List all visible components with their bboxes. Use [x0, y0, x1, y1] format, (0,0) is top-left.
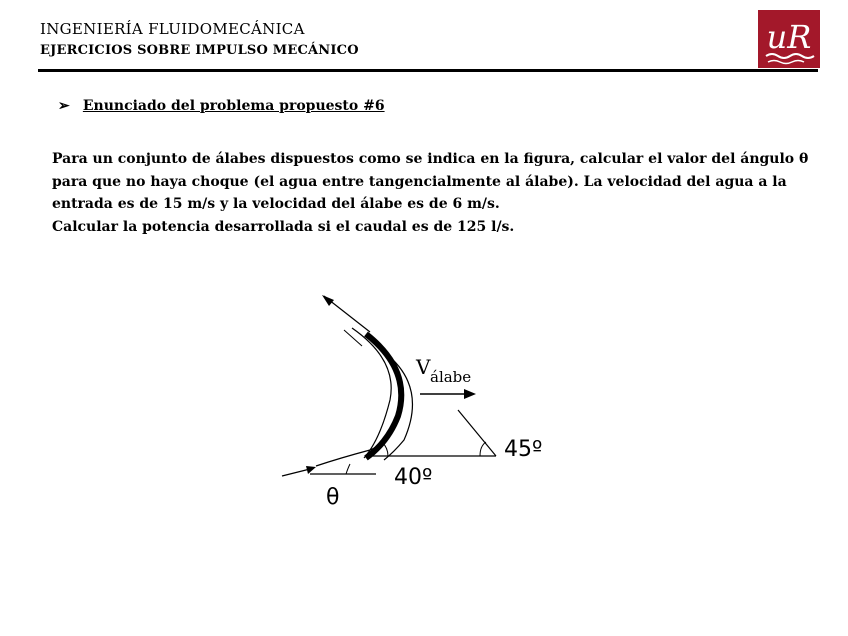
velocity-arrow-head [464, 389, 476, 399]
problem-paragraph-1: Para un conjunto de álabes dispuestos como se indica en la figura, calcular el valor del ángulo θ para que no haya choque (el agua entre tangencialmente al álabe). La velocidad del agua a la entrada es de 15 m/s y la velocidad del álabe es de 6 m/s. [52, 151, 809, 212]
theta-arc [346, 464, 350, 474]
university-logo [758, 10, 820, 68]
section-heading-label: Enunciado del problema propuesto #6 [82, 98, 385, 114]
bullet-arrow-icon: ➢ [58, 98, 70, 114]
header-rule [38, 69, 818, 72]
inlet-arrow-head [306, 466, 316, 474]
theta-label: θ [326, 485, 340, 510]
vane-figure [280, 290, 560, 520]
angle-40-label: 40º [394, 465, 433, 490]
section-heading [58, 98, 385, 114]
velocity-symbol: V [416, 355, 431, 379]
triangle-diagonal-line [458, 410, 496, 456]
outlet-arrow-head [322, 295, 334, 306]
problem-statement [52, 148, 824, 238]
header-subtitle: EJERCICIOS SOBRE IMPULSO MECÁNICO [40, 43, 359, 58]
logo-text: uR [766, 18, 812, 56]
problem-paragraph-2: Calcular la potencia desarrollada si el caudal es de 125 l/s. [52, 218, 515, 235]
angle-45-label: 45º [504, 437, 543, 462]
header-title: INGENIERÍA FLUIDOMECÁNICA [40, 20, 305, 38]
velocity-subscript: álabe [430, 368, 472, 386]
angle-45-arc [480, 442, 486, 456]
